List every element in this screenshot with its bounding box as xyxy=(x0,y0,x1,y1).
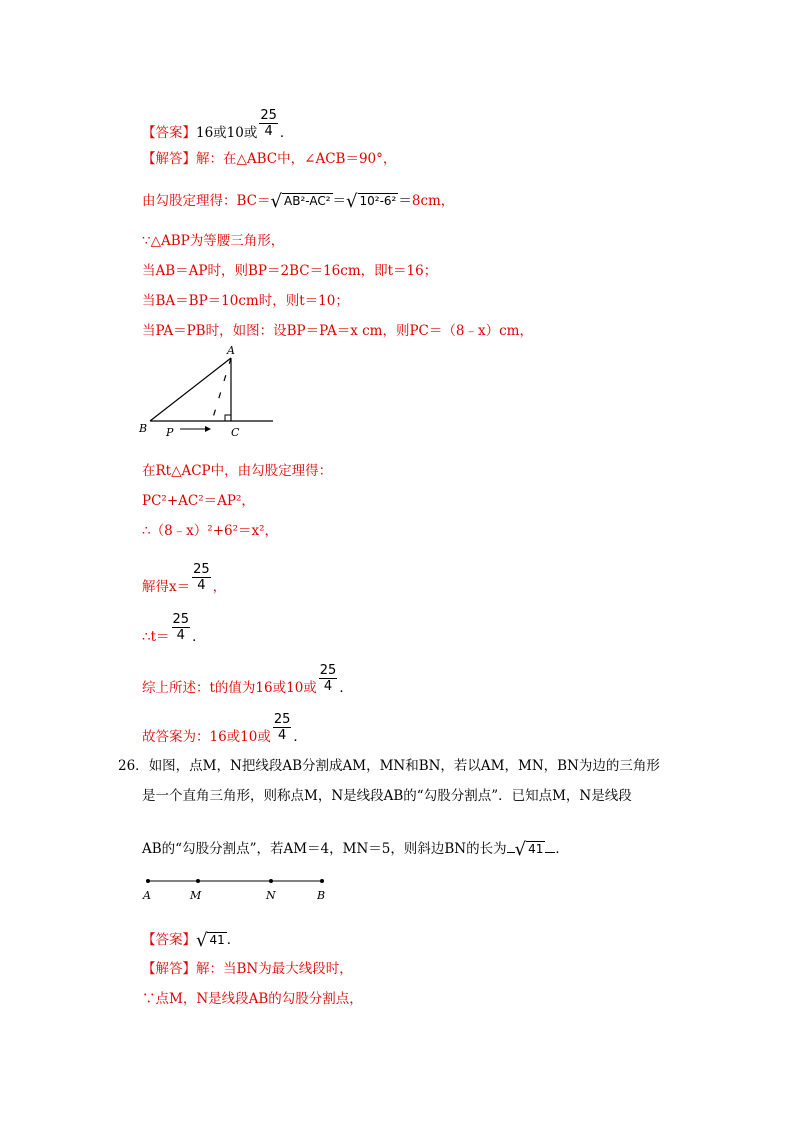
solution-label: 【解答】 xyxy=(142,151,196,167)
answer-line-25: 【答案】16或10或 $\frac{25}{4}$ ． xyxy=(142,108,294,141)
seg-label-A: A xyxy=(143,889,151,902)
isosceles-line: ∵△ABP为等腰三角形， xyxy=(142,233,285,249)
case3-line: 当PA＝PB时，如图：设BP＝PA＝x cm，则PC＝（8﹣x）cm， xyxy=(142,323,533,339)
label-A: A xyxy=(227,344,235,357)
answer-blank-sqrt: √ 41 xyxy=(514,839,544,860)
q26-answer-line: 【答案】√ 41 ． xyxy=(142,930,241,951)
solution-text: 解：在△ABC中，∠ACB＝90°， xyxy=(196,151,397,167)
q26-line-1: 26．如图，点M，N把线段AB分割成AM，MN和BN，若以AM，MN，BN为边的三角形 xyxy=(118,758,660,774)
q26-solution-line-2: ∵点M，N是线段AB的勾股分割点， xyxy=(142,991,363,1007)
pyth-result: 8cm， xyxy=(411,193,455,209)
fraction: $\frac{25}{4}$ xyxy=(260,108,277,139)
label-B: B xyxy=(139,422,148,435)
case2-line: 当BA＝BP＝10cm时，则t＝10； xyxy=(142,293,349,309)
final-answer-line: 故答案为：16或10或 $\frac{25}{4}$ ． xyxy=(142,712,307,745)
seg-label-N: N xyxy=(266,889,276,902)
q26-solution-line-1: 【解答】解：当BN为最大线段时， xyxy=(142,961,353,977)
sqrt-expr-1: √ AB²-AC² xyxy=(270,191,331,212)
label-C: C xyxy=(231,426,240,439)
equation-1: PC²+AC²＝AP²， xyxy=(142,493,255,509)
seg-label-B: B xyxy=(317,889,326,902)
seg-label-M: M xyxy=(190,889,202,902)
solution-line-1 xyxy=(142,150,396,168)
pyth-prefix: 由勾股定理得：BC＝ xyxy=(142,193,271,209)
sqrt-expr-2: √ 10²-6² xyxy=(346,191,397,212)
q26-line-2: 是一个直角三角形，则称点M，N是线段AB的“勾股分割点”．已知点M，N是线段 xyxy=(142,788,632,804)
answer-label: 【答案】 xyxy=(142,125,196,141)
label-P: P xyxy=(166,426,174,439)
rt-line: 在Rt△ACP中，由勾股定理得： xyxy=(142,463,333,479)
solve-x-line: 解得x＝ $\frac{25}{4}$ ， xyxy=(142,562,227,595)
answer-text: 16或10或 xyxy=(196,125,258,141)
question-number: 26． xyxy=(118,758,149,774)
triangle-figure xyxy=(135,342,285,442)
summary-line: 综上所述：t的值为16或10或 $\frac{25}{4}$ ． xyxy=(142,663,353,696)
therefore-t-line: ∴t＝ $\frac{25}{4}$ ． xyxy=(142,612,206,645)
equation-2: ∴（8﹣x）²+6²＝x²， xyxy=(142,523,279,539)
pythagoras-line: 由勾股定理得：BC＝√ AB²-AC² ＝√ 10²-6² ＝8cm， xyxy=(142,191,455,212)
segment-figure xyxy=(140,872,340,906)
q26-line-3: AB的“勾股分割点”，若AM＝4，MN＝5，则斜边BN的长为 √ 41 ． xyxy=(142,839,569,860)
case1-line: 当AB＝AP时，则BP＝2BC＝16cm，即t＝16； xyxy=(142,263,438,279)
